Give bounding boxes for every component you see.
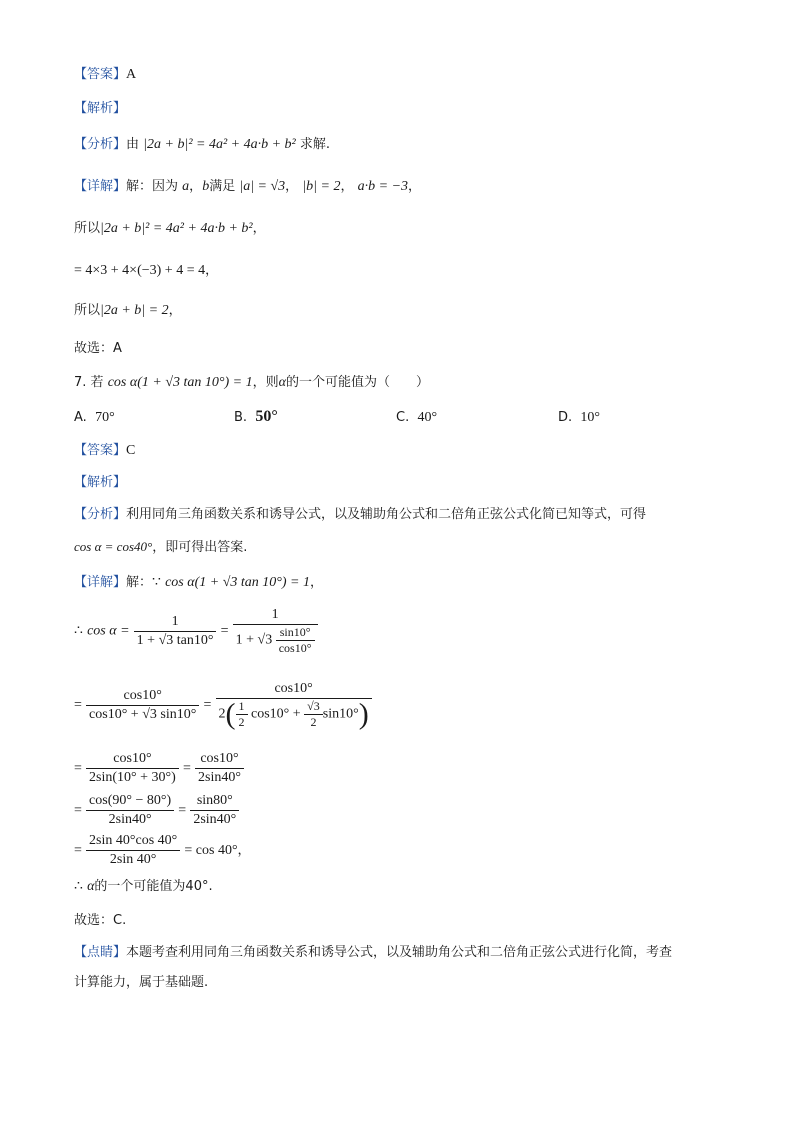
q6-cond3: a·b = −3 [357, 179, 409, 194]
frac-denominator [233, 625, 318, 656]
answer-tag: 【答案】 [74, 67, 127, 82]
q7-step4: = $\frac{\cos(90^\circ - 80^\circ)}{2\sin 40^\circ}$ = $\frac{\sin 80^\circ}{2\sin 40^\circ}$ [74, 792, 239, 829]
q6-fenxi-math: |2a + b|² = 4a² + 4a·b + b² [143, 137, 296, 152]
q7-detail-line [74, 574, 323, 592]
q7-fenxi-text: 利用同角三角函数关系和诱导公式，以及辅助角公式和二倍角正弦公式化简已知等式，可得 [126, 507, 647, 522]
half-frac [236, 699, 248, 730]
q6-sep2: ， [285, 179, 299, 194]
q7-option-d [558, 410, 600, 426]
q6-satisfy: 满足 [209, 179, 236, 194]
q7-step3: = $\frac{\cos 10^\circ}{2\sin(10^\circ + 30^\circ)}$ = $\frac{\cos 10^\circ}{2\sin 40^\circ}$ [74, 750, 244, 787]
q6-cond1: |a| = √3 [239, 179, 286, 194]
q7-s4-frac1 [86, 792, 174, 829]
q7-s3-frac1 [86, 750, 179, 787]
q7-analysis-heading [74, 474, 126, 492]
frac-numerator: cos(90° − 80°) [86, 792, 174, 811]
q7-s1-frac2 [233, 606, 318, 656]
q7-fenxi-line2 [74, 538, 247, 557]
q7-step2: = $\frac{\cos 10^\circ}{\cos 10^\circ + √3 \sin 10^\circ}$ = cos10° 2( $\frac{1}{2}$ cos10° + $\frac{√3}{2}$ sin10°) [74, 680, 372, 730]
sin-term: sin10° [322, 706, 359, 722]
frac-denominator: 2sin40° [193, 812, 237, 827]
q6-line3 [74, 262, 218, 280]
q7-s5-rhs: = cos 40° [184, 843, 238, 858]
q6-sep: ， [189, 179, 203, 194]
because-symbol: ∵ [152, 575, 161, 590]
frac-numerator: cos10° [195, 750, 244, 769]
q7-stem [74, 374, 429, 392]
q7-dianjing-line1 [74, 944, 672, 962]
q7-fenxi-end: ，即可得出答案. [152, 540, 248, 555]
fenxi-tag: 【分析】 [74, 507, 127, 522]
analysis-tag: 【解析】 [74, 101, 127, 116]
inner-denominator: cos10° [278, 641, 312, 655]
option-letter: D. [558, 410, 573, 425]
q7-dianjing-text2: 计算能力，属于基础题. [74, 975, 209, 990]
q6-choose-text: 故选：A [74, 341, 122, 356]
q7-option-b [234, 408, 278, 426]
q7-option-c [396, 410, 437, 426]
q6-line4-math: |2a + b| = 2 [100, 303, 169, 318]
q6-choose [74, 340, 122, 358]
q7-stem-post: ，则 [252, 375, 279, 390]
half-num: 1 [236, 699, 248, 715]
q7-number: 7. [74, 375, 87, 390]
frac-numerator: cos10° [216, 680, 372, 699]
frac-numerator: 2sin 40°cos 40° [86, 832, 180, 851]
q7-choose [74, 912, 126, 930]
q6-detail-lead: 解：因为 [126, 179, 179, 194]
frac-denominator: 2sin(10° + 30°) [89, 770, 176, 785]
q6-line2-math: |2a + b|² = 4a² + 4a·b + b² [100, 221, 253, 236]
q7-step5: = $\frac{2\sin 40^\circ\cos 40^\circ}{2\sin 40^\circ}$ = cos 40°， [74, 833, 251, 867]
q6-fenxi-suffix: 求解. [299, 137, 331, 152]
root3-frac [304, 699, 323, 730]
q6-so2: 所以 [74, 303, 101, 318]
frac-denominator: 2sin40° [198, 770, 241, 785]
q6-fenxi-prefix: 由 [126, 137, 140, 152]
half-den: 2 [238, 715, 245, 729]
q6-cond-end: ， [408, 179, 422, 194]
xiangjie-tag: 【详解】 [74, 179, 127, 194]
frac-denominator: 2sin40° [108, 812, 152, 827]
option-value: 40° [417, 410, 438, 425]
q6-line2 [74, 220, 266, 238]
root3-den: 2 [310, 715, 317, 729]
frac-numerator: sin80° [190, 792, 239, 811]
q6-line3-math: = 4×3 + 4×(−3) + 4 = 4 [74, 263, 206, 278]
q6-cond2: |b| = 2 [302, 179, 341, 194]
frac-numerator: cos10° [86, 687, 199, 706]
frac-numerator: 1 [233, 606, 318, 625]
q6-vec-b: b [202, 179, 210, 194]
q7-concl-alpha: α [87, 879, 95, 894]
q6-sep3: ， [340, 179, 354, 194]
q6-line4-end: ， [168, 303, 182, 318]
frac-denominator: cos10° + √3 sin10° [89, 706, 197, 722]
q6-so: 所以 [74, 221, 101, 236]
q6-line4 [74, 302, 182, 320]
q7-dianjing-text1: 本题考查利用同角三角函数关系和诱导公式，以及辅助角公式和二倍角正弦公式进行化简，考查 [126, 945, 673, 960]
q7-option-a [74, 410, 115, 426]
root3-num: √3 [304, 699, 323, 715]
q7-s2-frac1 [86, 687, 199, 724]
cos-term: cos10° + [251, 706, 301, 722]
q7-stem-alpha: α [278, 375, 286, 390]
answer-tag: 【答案】 [74, 443, 127, 458]
q7-detail-lead: 解： [126, 575, 153, 590]
q7-answer: C [126, 443, 136, 458]
q7-s3-frac2 [195, 750, 244, 787]
q7-concl-text: 的一个可能值为40°. [94, 879, 213, 894]
q6-answer-line [74, 66, 136, 84]
q6-line3-end: ， [205, 263, 219, 278]
option-letter: C. [396, 410, 410, 425]
q7-fenxi-math: cos α = cos40° [74, 539, 153, 554]
q7-detail-math: cos α(1 + √3 tan 10°) = 1 [165, 575, 310, 590]
q6-detail-line [74, 178, 421, 196]
equals-sign: = [220, 623, 229, 639]
q6-analysis-heading [74, 100, 126, 118]
frac-denominator: 1 + √3 tan10° [136, 632, 214, 648]
analysis-tag: 【解析】 [74, 475, 127, 490]
therefore-symbol: ∴ [74, 879, 83, 894]
q7-fenxi-line [74, 506, 646, 524]
q7-s2-frac2 [216, 680, 372, 730]
q7-dianjing-line2 [74, 974, 208, 992]
q7-step1 [74, 606, 318, 656]
den-prefix: 1 + √3 [235, 632, 273, 648]
q6-line2-end: ， [252, 221, 266, 236]
frac-denominator: 2( $\frac{1}{2}$ cos10° + $\frac{√3}{2}$ sin10°) [218, 697, 369, 731]
q6-fenxi-line [74, 136, 330, 154]
q7-s4-frac2 [190, 792, 239, 829]
therefore-symbol: ∴ [74, 623, 83, 639]
frac-numerator: cos10° [86, 750, 179, 769]
q6-answer: A [126, 67, 137, 82]
option-value: 70° [95, 410, 115, 425]
q6-vec-a: a [182, 179, 190, 194]
option-value: 50° [255, 408, 278, 425]
den-prefix: 2 [218, 706, 226, 722]
xiangjie-tag: 【详解】 [74, 575, 127, 590]
q7-stem-math: cos α(1 + √3 tan 10°) = 1 [107, 375, 253, 390]
q7-choose-text: 故选：C. [74, 913, 127, 928]
q7-s5-frac1 [86, 832, 180, 869]
q7-s1-frac1 [134, 613, 217, 650]
inner-numerator: sin10° [276, 625, 315, 641]
q7-stem-end: 的一个可能值为（ ） [285, 375, 429, 390]
q7-stem-pre: 若 [90, 375, 104, 390]
fenxi-tag: 【分析】 [74, 137, 127, 152]
option-letter: B. [234, 410, 248, 425]
option-letter: A. [74, 410, 87, 425]
frac-denominator: 2sin 40° [109, 852, 157, 867]
q7-conclusion [74, 878, 213, 896]
q7-answer-line [74, 442, 135, 460]
inner-frac [276, 625, 315, 656]
option-value: 10° [580, 410, 601, 425]
dianjing-tag: 【点睛】 [74, 945, 127, 960]
frac-numerator: 1 [134, 613, 217, 632]
q7-s5-end: ， [237, 843, 251, 858]
q7-detail-end: ， [310, 575, 324, 590]
q7-s1-lhs: cos α = [87, 623, 130, 639]
